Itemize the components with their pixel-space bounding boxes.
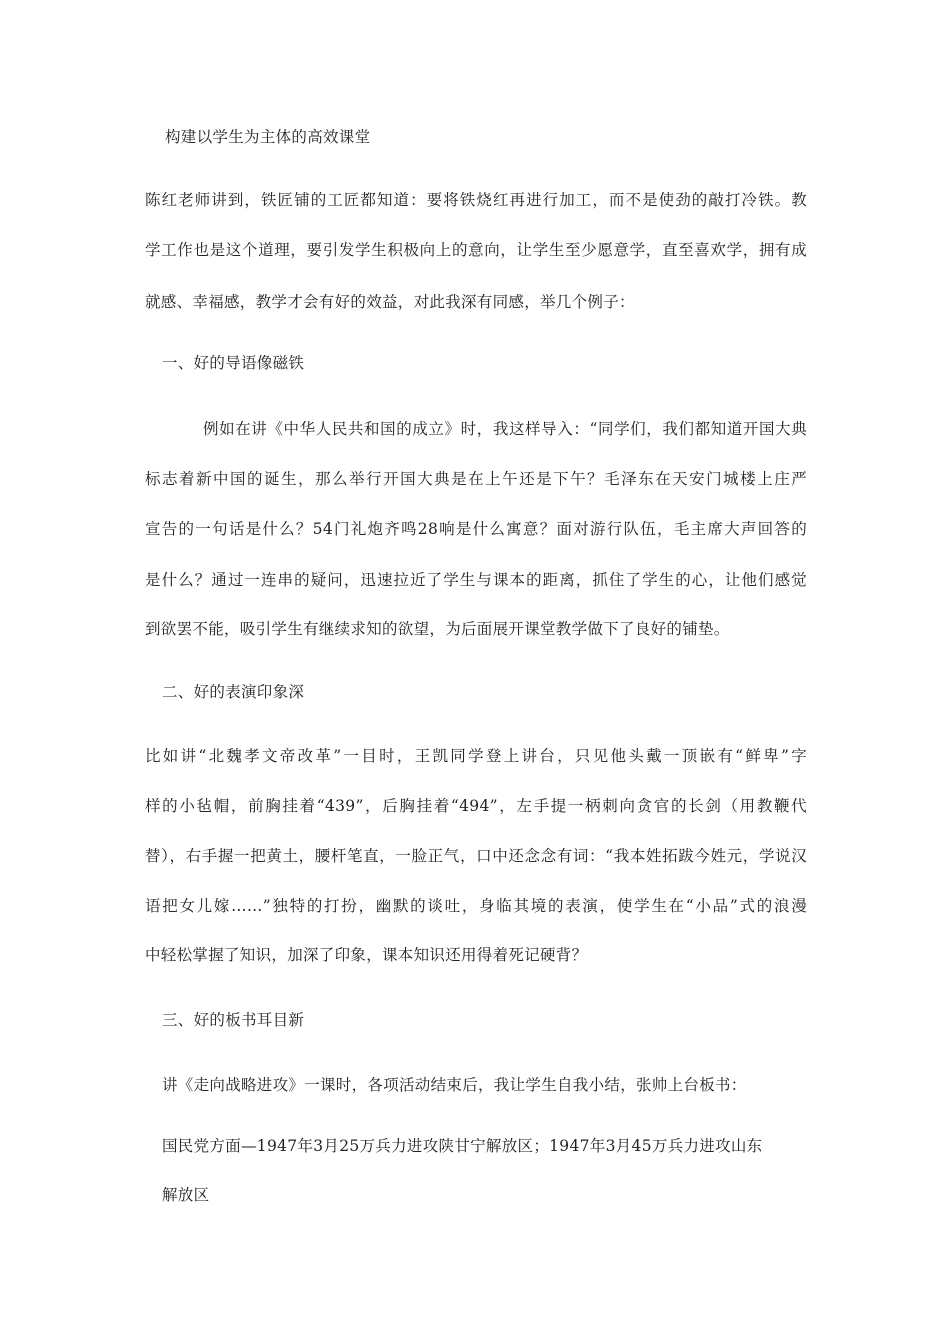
section-1-line-3: 宣告的一句话是什么？54门礼炮齐鸣28响是什么寓意？面对游行队伍，毛主席大声回答的: [145, 520, 807, 538]
section-1-heading: 一、好的导语像磁铁: [162, 354, 305, 372]
section-2-heading: 二、好的表演印象深: [162, 683, 305, 701]
document-title: 构建以学生为主体的高效课堂: [165, 128, 371, 146]
section-1-line-5: 到欲罢不能，吸引学生有继续求知的欲望，为后面展开课堂教学做下了良好的铺垫。: [145, 620, 730, 638]
section-3-line-3: 解放区: [162, 1186, 210, 1204]
section-1-line-1: 例如在讲《中华人民共和国的成立》时，我这样导入：“同学们，我们都知道开国大典: [203, 420, 807, 438]
intro-line-2: 学工作也是这个道理，要引发学生积极向上的意向，让学生至少愿意学，直至喜欢学，拥有成: [145, 241, 807, 259]
section-1-line-4: 是什么？通过一连串的疑问，迅速拉近了学生与课本的距离，抓住了学生的心，让他们感觉: [145, 571, 807, 589]
intro-line-1: 陈红老师讲到，铁匠铺的工匠都知道：要将铁烧红再进行加工，而不是使劲的敲打冷铁。教: [145, 191, 807, 209]
section-2-line-4: 语把女儿嫁……”独特的打扮，幽默的谈吐，身临其境的表演，使学生在“小品”式的浪漫: [145, 897, 807, 915]
section-2-line-5: 中轻松掌握了知识，加深了印象，课本知识还用得着死记硬背？: [145, 946, 588, 964]
section-3-heading: 三、好的板书耳目新: [162, 1011, 305, 1029]
section-2-line-2: 样的小毡帽，前胸挂着“439”，后胸挂着“494”，左手提一柄刺向贪官的长剑（用教鞭代: [145, 797, 807, 815]
section-1-line-2: 标志着新中国的诞生，那么举行开国大典是在上午还是下午？毛泽东在天安门城楼上庄严: [145, 470, 807, 488]
section-3-line-2: 国民党方面—1947年3月25万兵力进攻陕甘宁解放区；1947年3月45万兵力进攻山东: [162, 1137, 763, 1155]
section-2-line-1: 比如讲“北魏孝文帝改革”一目时，王凯同学登上讲台，只见他头戴一顶嵌有“鲜卑”字: [145, 747, 807, 765]
section-3-line-1: 讲《走向战略进攻》一课时，各项活动结束后，我让学生自我小结，张帅上台板书：: [162, 1076, 747, 1094]
intro-line-3: 就感、幸福感，教学才会有好的效益，对此我深有同感，举几个例子：: [145, 293, 635, 311]
section-2-line-3: 替），右手握一把黄土，腰杆笔直，一脸正气，口中还念念有词：“我本姓拓跋今姓元，学说汉: [145, 847, 807, 865]
